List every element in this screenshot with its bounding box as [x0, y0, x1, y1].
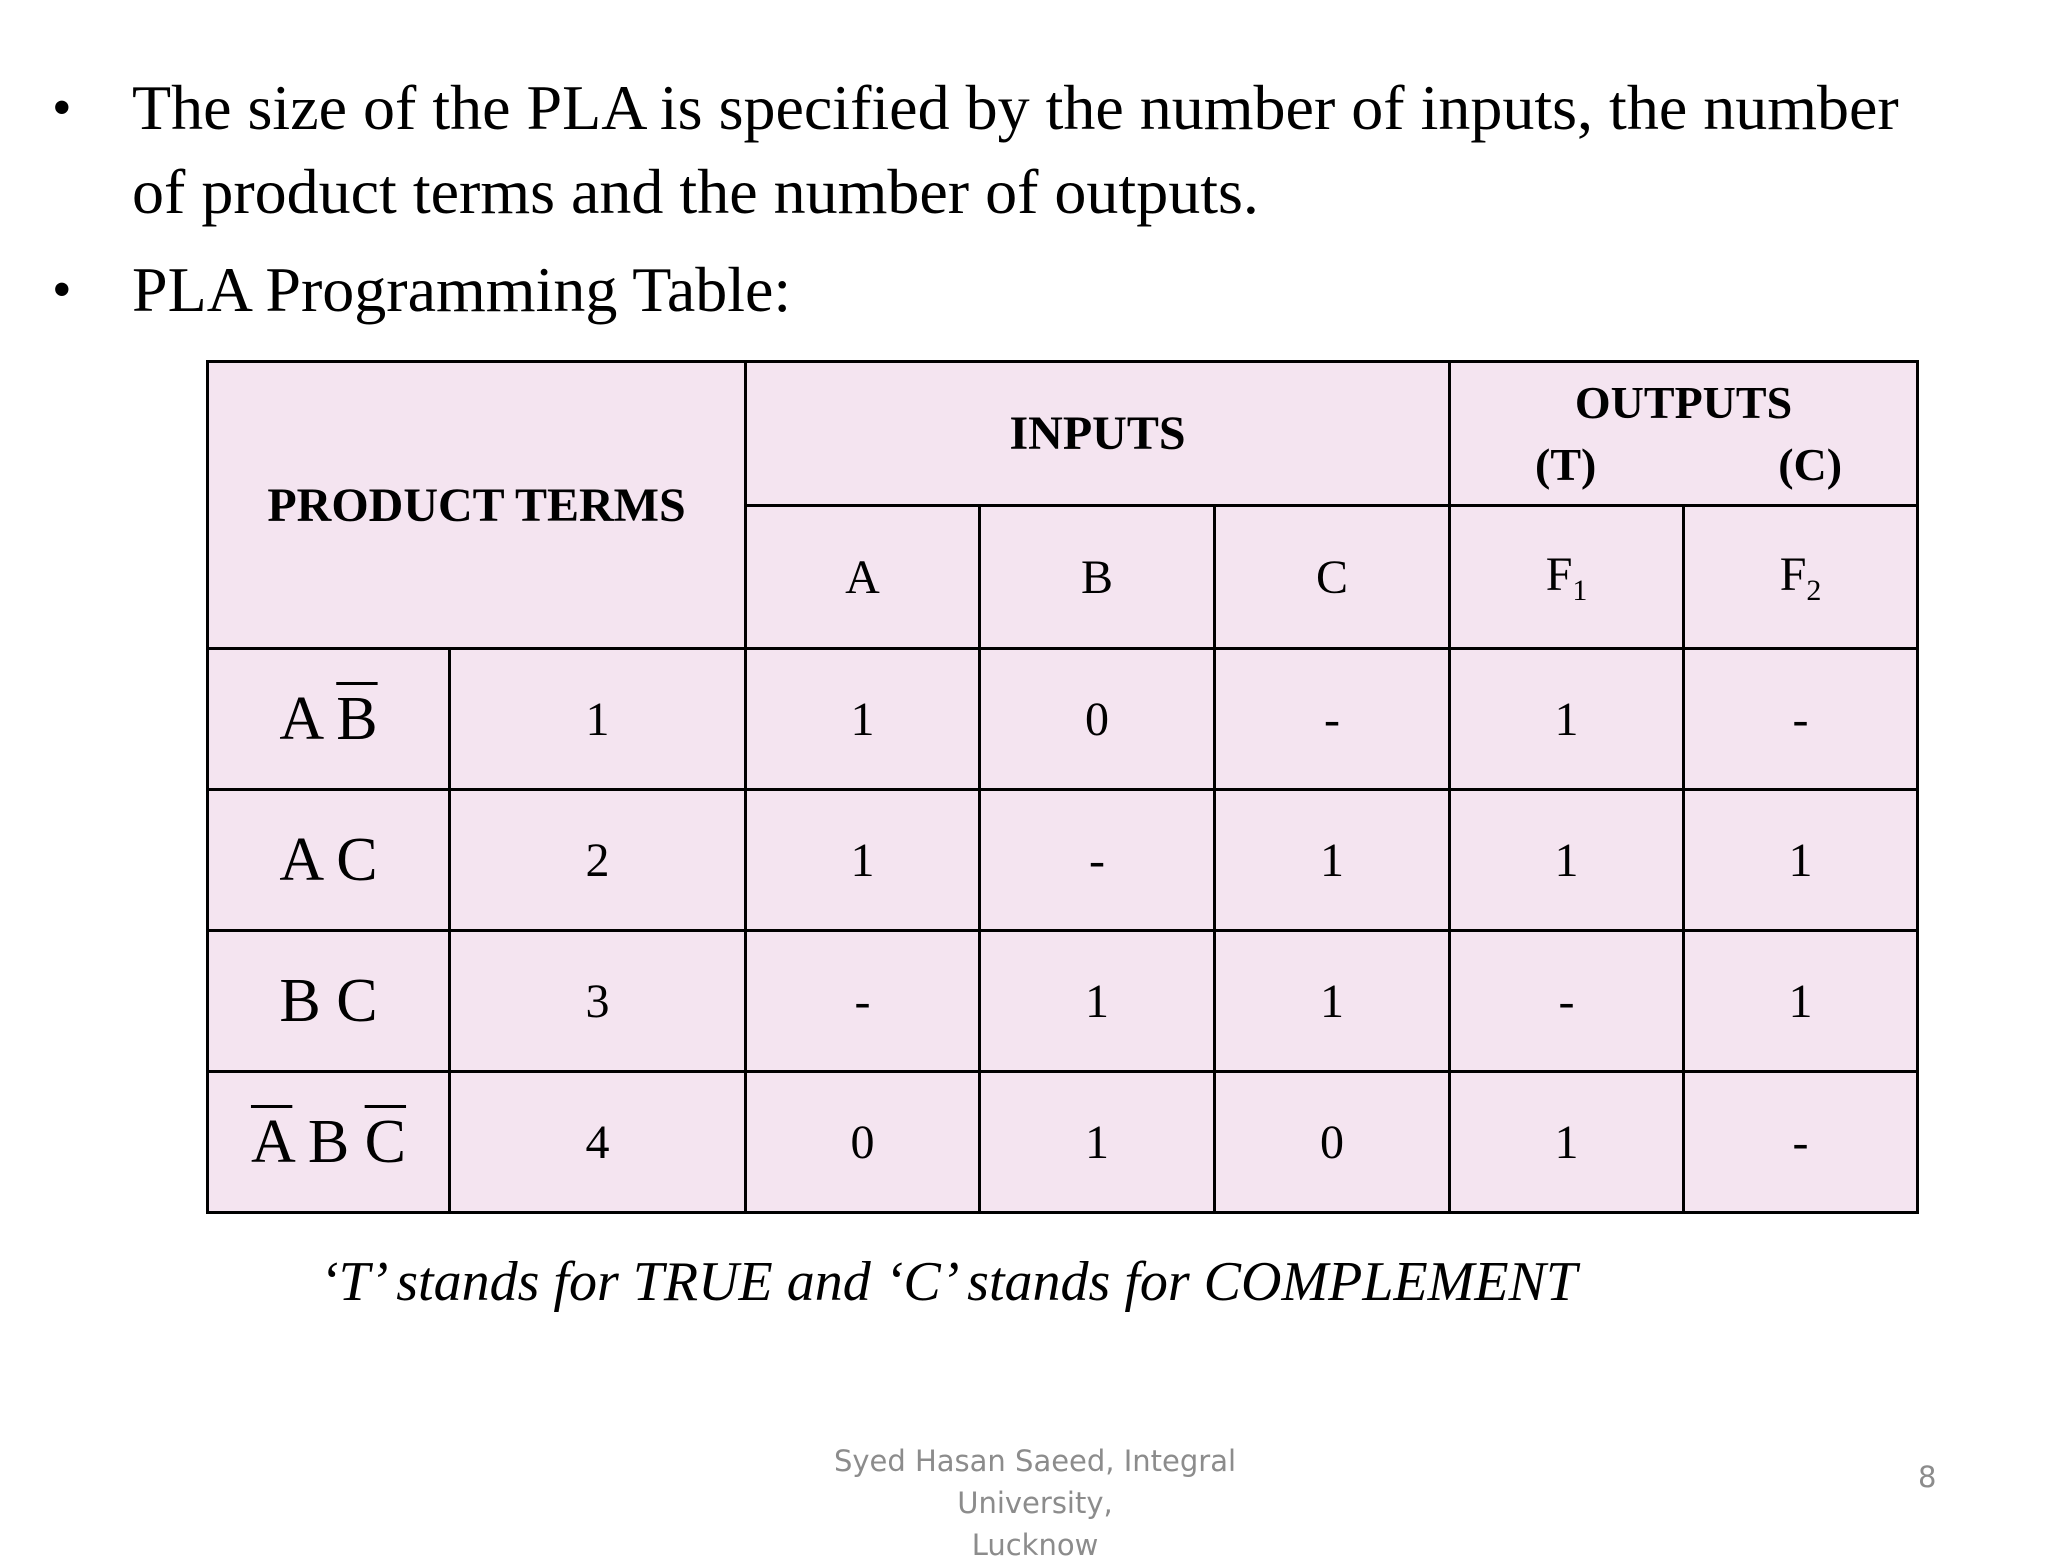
cell-a: 1: [746, 649, 980, 790]
term-literal: C: [336, 825, 378, 894]
col-header-f1: [1450, 506, 1684, 649]
term-literal: B: [307, 1107, 350, 1176]
cell-a: -: [746, 931, 980, 1072]
bullet-dot-icon: •: [52, 77, 72, 139]
cell-b: -: [980, 790, 1215, 931]
note-text: ‘T’ stands for TRUE and ‘C’ stands for COMPLEMENT: [320, 1251, 1578, 1313]
cell-num: 3: [450, 931, 746, 1072]
cell-num: 1: [450, 649, 746, 790]
term-literal: C: [336, 966, 378, 1035]
cell-b: 1: [980, 1072, 1215, 1213]
page-number: 8: [1918, 1460, 1937, 1494]
product-term: [208, 931, 450, 1072]
col-header-f2: [1684, 506, 1918, 649]
header-true: (T): [1535, 438, 1597, 490]
cell-f2: -: [1684, 649, 1918, 790]
cell-f1: 1: [1450, 1072, 1684, 1213]
term-literal: A: [279, 684, 321, 753]
term-literal: B: [279, 966, 321, 1035]
cell-a: 1: [746, 790, 980, 931]
product-term: [208, 649, 450, 790]
col-header-a: A: [746, 506, 980, 649]
bullet-dot-icon: •: [52, 259, 72, 321]
cell-c: 1: [1215, 931, 1450, 1072]
f2-base: F: [1779, 547, 1807, 601]
cell-f2: 1: [1684, 931, 1918, 1072]
header-complement: (C): [1778, 438, 1843, 490]
bullet-text: The size of the PLA is specified by the number of inputs, the number of product terms and the number of outputs.: [132, 72, 1899, 227]
footer-author: [760, 1440, 1310, 1566]
term-literal: $\overline{B}$: [336, 684, 378, 753]
product-term: [208, 790, 450, 931]
col-header-c: C: [1215, 506, 1450, 649]
table-row: [208, 931, 1918, 1072]
bullet-item: [52, 248, 1932, 332]
table-row: [208, 649, 1918, 790]
term-literal: $\overline{C}$: [364, 1107, 407, 1176]
f1-base: F: [1545, 547, 1573, 601]
cell-c: 0: [1215, 1072, 1450, 1213]
col-header-b: B: [980, 506, 1215, 649]
cell-num: 4: [450, 1072, 746, 1213]
cell-a: 0: [746, 1072, 980, 1213]
header-outputs: [1450, 362, 1918, 506]
f1-sub: 1: [1572, 573, 1588, 607]
cell-c: -: [1215, 649, 1450, 790]
header-inputs: INPUTS: [746, 362, 1450, 506]
cell-num: 2: [450, 790, 746, 931]
footer-line2: Lucknow: [971, 1528, 1099, 1562]
header-outputs-label: OUTPUTS: [1574, 376, 1793, 428]
cell-c: 1: [1215, 790, 1450, 931]
header-product-terms: PRODUCT TERMS: [208, 362, 746, 649]
footer-line1: Syed Hasan Saeed, Integral University,: [833, 1444, 1237, 1520]
table-row: [208, 1072, 1918, 1213]
cell-f2: -: [1684, 1072, 1918, 1213]
cell-f2: 1: [1684, 790, 1918, 931]
bullet-item: [52, 66, 1932, 234]
product-term: [208, 1072, 450, 1213]
pla-programming-table: [206, 360, 1919, 1214]
f2-sub: 2: [1806, 573, 1822, 607]
cell-f1: 1: [1450, 790, 1684, 931]
cell-b: 0: [980, 649, 1215, 790]
table-row: [208, 790, 1918, 931]
cell-b: 1: [980, 931, 1215, 1072]
term-literal: A: [279, 825, 321, 894]
cell-f1: -: [1450, 931, 1684, 1072]
term-literal: $\overline{A}$: [250, 1107, 293, 1176]
bullet-text: PLA Programming Table:: [132, 254, 792, 325]
cell-f1: 1: [1450, 649, 1684, 790]
